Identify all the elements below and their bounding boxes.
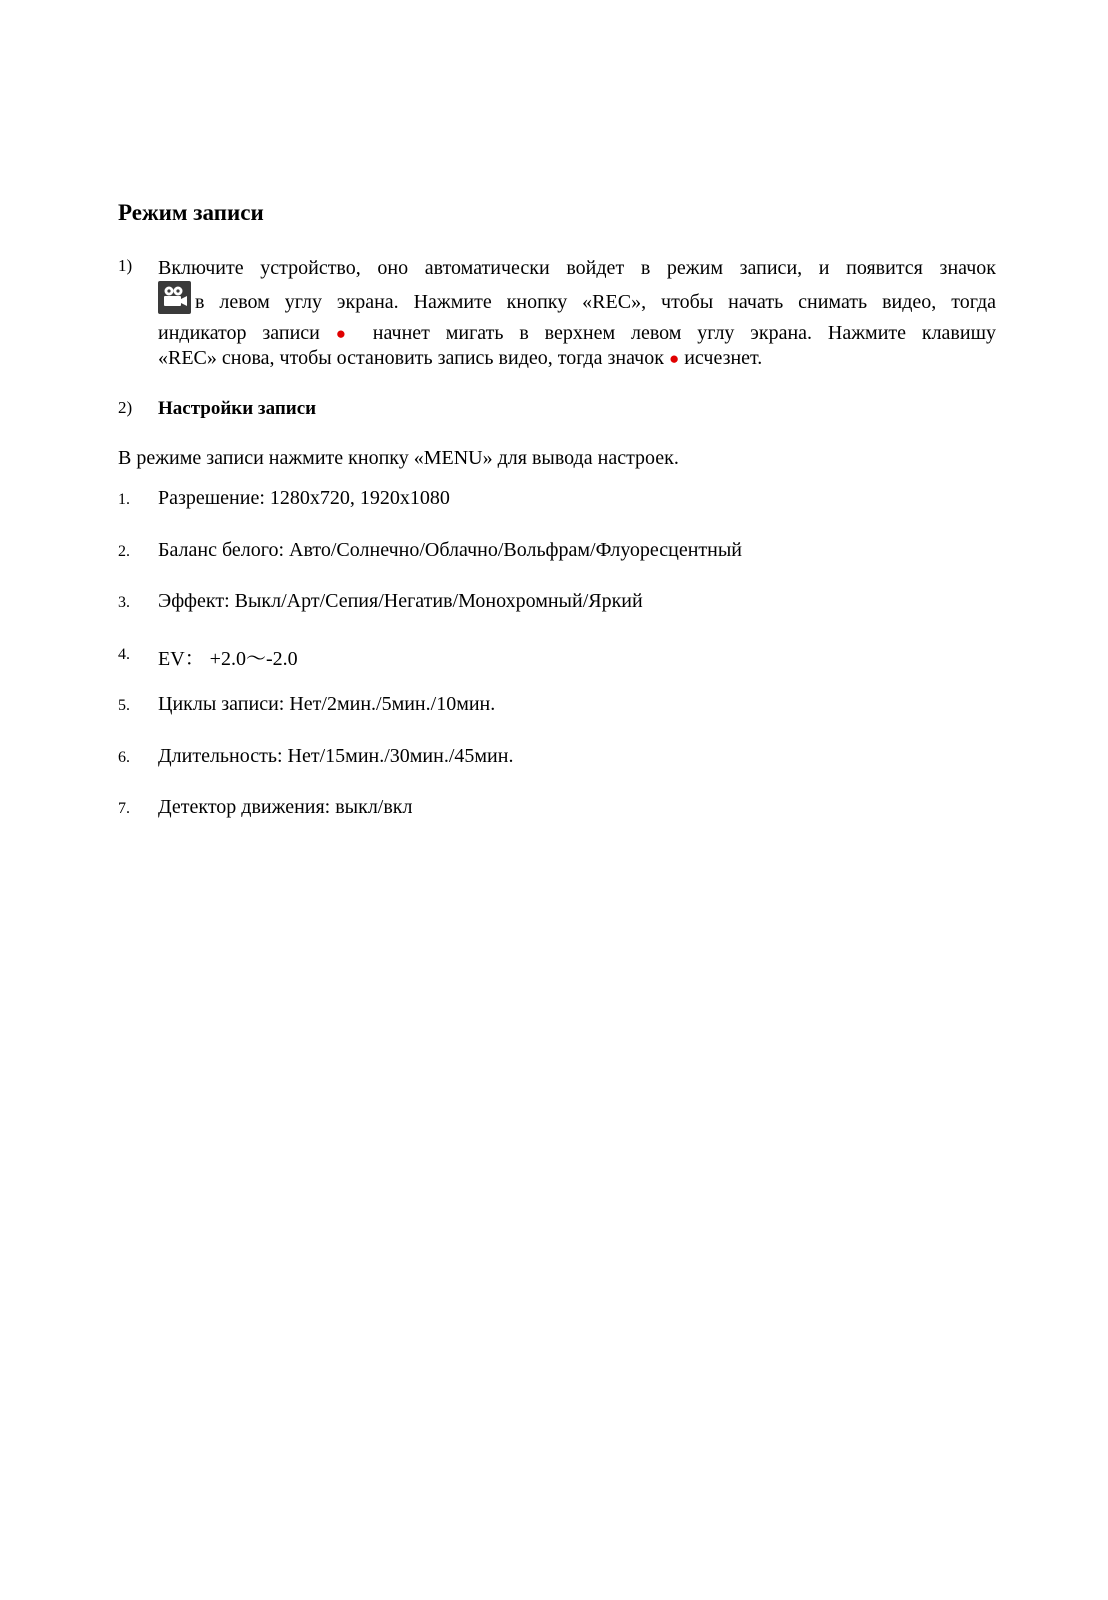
step-1-number: 1) <box>118 256 133 275</box>
list-item-number: 7. <box>118 800 130 817</box>
list-item-text: Эффект: Выкл/Арт/Сепия/Негатив/Монохромный/Яркий <box>158 590 643 612</box>
step-2-heading: Настройки записи <box>158 398 317 419</box>
list-item-text: Циклы записи: Нет/2мин./5мин./10мин. <box>158 693 496 715</box>
list-item-text: Баланс белого: Авто/Солнечно/Облачно/Вольфрам/Флуоресцентный <box>158 538 743 561</box>
list-item-number: 4. <box>118 645 130 663</box>
list-item-number: 5. <box>118 697 130 714</box>
step-2-number: 2) <box>118 398 133 417</box>
step-2 <box>118 398 996 420</box>
step-1-line-1: Включите устройство, оно автоматически войдет в режим записи, и появится значок <box>158 257 996 279</box>
section-title: Режим записи <box>118 200 264 225</box>
step-1-line-3 <box>158 321 996 346</box>
list-item-text: Детектор движения: выкл/вкл <box>158 796 413 818</box>
video-camera-icon <box>158 281 191 314</box>
list-item-number: 1. <box>118 491 130 508</box>
settings-intro: В режиме записи нажмите кнопку «MENU» для вывода настроек. <box>118 447 679 469</box>
step-1-line-3-start: индикатор записи <box>158 322 320 344</box>
step-1-line-4-end: исчезнет. <box>684 347 763 369</box>
rec-indicator-icon: ● <box>335 324 357 343</box>
rec-indicator-icon-2: ● <box>668 349 680 368</box>
list-item-number: 6. <box>118 748 130 766</box>
list-item-text: EV： +2.0～-2.0 <box>158 647 298 670</box>
step-1-line-4-start: «REC» снова, чтобы остановить запись видео, тогда значок <box>158 347 664 369</box>
step-1-text <box>158 256 996 371</box>
step-1-line-4 <box>158 346 996 371</box>
step-1-line-3-end: начнет мигать в верхнем левом углу экрана. Нажмите клавишу <box>372 322 996 344</box>
list-item-number: 3. <box>118 594 130 611</box>
list-item-text: Длительность: Нет/15мин./30мин./45мин. <box>158 744 514 767</box>
step-1-line-2 <box>158 281 996 321</box>
step-1 <box>118 256 996 371</box>
list-item-text: Разрешение: 1280x720, 1920x1080 <box>158 487 450 509</box>
list-item-number: 2. <box>118 542 130 560</box>
step-1-line-2-text: в левом углу экрана. Нажмите кнопку «REC», чтобы начать снимать видео, тогда <box>195 291 996 313</box>
